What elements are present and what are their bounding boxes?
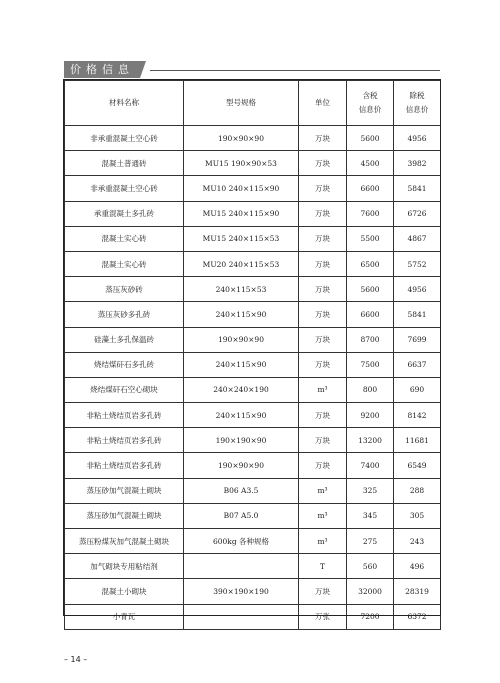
table-row <box>65 453 441 478</box>
header-tax-excluded-line1: 除税 <box>409 91 425 100</box>
cell-unit: 万块 <box>299 428 347 453</box>
cell-unit: m³ <box>299 503 347 528</box>
cell-material-name: 混凝土实心砖 <box>65 226 184 251</box>
table-header <box>65 81 441 126</box>
header-spec: 型号规格 <box>184 81 299 126</box>
cell-material-name: 蒸压砂加气混凝土砌块 <box>65 503 184 528</box>
table-row <box>65 251 441 276</box>
table-row <box>65 277 441 302</box>
cell-tax-included-price: 6600 <box>347 176 394 201</box>
cell-tax-included-price: 7400 <box>347 453 394 478</box>
cell-tax-excluded-price: 4956 <box>394 277 441 302</box>
cell-unit: m³ <box>299 529 347 554</box>
cell-tax-excluded-price: 288 <box>394 478 441 503</box>
cell-unit: T <box>299 554 347 579</box>
cell-tax-excluded-price: 243 <box>394 529 441 554</box>
cell-material-name: 小青瓦 <box>65 604 184 629</box>
cell-unit: 万块 <box>299 277 347 302</box>
cell-tax-included-price: 7200 <box>347 604 394 629</box>
cell-spec: B07 A5.0 <box>184 503 299 528</box>
cell-unit: 万块 <box>299 302 347 327</box>
section-header <box>64 61 440 78</box>
cell-material-name: 非承重混凝土空心砖 <box>65 126 184 151</box>
cell-spec: 190×90×90 <box>184 126 299 151</box>
cell-spec: 240×115×53 <box>184 277 299 302</box>
cell-material-name: 烧结煤矸石空心砌块 <box>65 377 184 402</box>
table-row <box>65 226 441 251</box>
cell-tax-excluded-price: 6637 <box>394 352 441 377</box>
cell-tax-included-price: 5500 <box>347 226 394 251</box>
cell-tax-excluded-price: 305 <box>394 503 441 528</box>
section-divider <box>150 70 440 71</box>
cell-tax-included-price: 560 <box>347 554 394 579</box>
cell-tax-included-price: 800 <box>347 377 394 402</box>
cell-material-name: 烧结煤矸石多孔砖 <box>65 352 184 377</box>
cell-material-name: 非粘土烧结页岩多孔砖 <box>65 403 184 428</box>
cell-tax-excluded-price: 690 <box>394 377 441 402</box>
cell-spec: B06 A3.5 <box>184 478 299 503</box>
cell-tax-included-price: 8700 <box>347 327 394 352</box>
cell-tax-included-price: 345 <box>347 503 394 528</box>
cell-unit: 万块 <box>299 151 347 176</box>
header-material-name: 材料名称 <box>65 81 184 126</box>
cell-tax-included-price: 275 <box>347 529 394 554</box>
cell-material-name: 非粘土烧结页岩多孔砖 <box>65 428 184 453</box>
cell-material-name: 非粘土烧结页岩多孔砖 <box>65 453 184 478</box>
cell-tax-included-price: 6600 <box>347 302 394 327</box>
cell-spec: 600kg 各种规格 <box>184 529 299 554</box>
cell-material-name: 蒸压灰砂多孔砖 <box>65 302 184 327</box>
table-row <box>65 403 441 428</box>
table-row <box>65 554 441 579</box>
table-row <box>65 302 441 327</box>
cell-spec: MU15 240×115×90 <box>184 201 299 226</box>
cell-spec: 240×240×190 <box>184 377 299 402</box>
header-unit: 单位 <box>299 81 347 126</box>
cell-unit: 万块 <box>299 176 347 201</box>
cell-tax-included-price: 325 <box>347 478 394 503</box>
cell-unit: 万块 <box>299 352 347 377</box>
cell-tax-excluded-price: 7699 <box>394 327 441 352</box>
section-title: 价格信息 <box>64 61 140 78</box>
cell-tax-excluded-price: 28319 <box>394 579 441 604</box>
cell-material-name: 混凝土小砌块 <box>65 579 184 604</box>
cell-spec: MU20 240×115×53 <box>184 251 299 276</box>
cell-material-name: 硅藻土多孔保温砖 <box>65 327 184 352</box>
table-row <box>65 201 441 226</box>
header-tax-included-price <box>347 81 394 126</box>
cell-spec: MU15 240×115×53 <box>184 226 299 251</box>
cell-tax-included-price: 7500 <box>347 352 394 377</box>
cell-tax-included-price: 9200 <box>347 403 394 428</box>
table-row <box>65 503 441 528</box>
cell-unit: 万块 <box>299 126 347 151</box>
table-row <box>65 126 441 151</box>
cell-unit: 万块 <box>299 201 347 226</box>
page-number: – 14 – <box>64 655 88 664</box>
table-row <box>65 478 441 503</box>
table-row <box>65 604 441 629</box>
cell-tax-excluded-price: 5752 <box>394 251 441 276</box>
cell-material-name: 蒸压砂加气混凝土砌块 <box>65 478 184 503</box>
cell-tax-included-price: 7600 <box>347 201 394 226</box>
cell-spec: 240×115×90 <box>184 403 299 428</box>
cell-unit: 万块 <box>299 226 347 251</box>
cell-material-name: 承重混凝土多孔砖 <box>65 201 184 226</box>
cell-material-name: 混凝土普通砖 <box>65 151 184 176</box>
table-row <box>65 176 441 201</box>
table-row <box>65 352 441 377</box>
cell-tax-included-price: 5600 <box>347 126 394 151</box>
table-row <box>65 327 441 352</box>
cell-tax-excluded-price: 4867 <box>394 226 441 251</box>
cell-tax-included-price: 6500 <box>347 251 394 276</box>
cell-unit: 万块 <box>299 403 347 428</box>
cell-tax-excluded-price: 5841 <box>394 302 441 327</box>
cell-tax-excluded-price: 6549 <box>394 453 441 478</box>
cell-tax-excluded-price: 5841 <box>394 176 441 201</box>
cell-material-name: 蒸压灰砂砖 <box>65 277 184 302</box>
cell-spec: MU10 240×115×90 <box>184 176 299 201</box>
cell-tax-excluded-price: 6726 <box>394 201 441 226</box>
cell-spec: MU15 190×90×53 <box>184 151 299 176</box>
table-row <box>65 151 441 176</box>
header-tax-included-line1: 含税 <box>362 91 378 100</box>
cell-tax-excluded-price: 6372 <box>394 604 441 629</box>
cell-material-name: 加气砌块专用粘结剂 <box>65 554 184 579</box>
cell-tax-included-price: 4500 <box>347 151 394 176</box>
cell-unit: 万块 <box>299 453 347 478</box>
cell-material-name: 混凝土实心砖 <box>65 251 184 276</box>
cell-tax-excluded-price: 3982 <box>394 151 441 176</box>
table-row <box>65 579 441 604</box>
cell-spec: 390×190×190 <box>184 579 299 604</box>
cell-material-name: 非承重混凝土空心砖 <box>65 176 184 201</box>
cell-tax-included-price: 13200 <box>347 428 394 453</box>
cell-spec: 190×90×90 <box>184 453 299 478</box>
cell-spec: 190×90×90 <box>184 327 299 352</box>
cell-tax-excluded-price: 8142 <box>394 403 441 428</box>
cell-unit: 万块 <box>299 579 347 604</box>
cell-tax-excluded-price: 11681 <box>394 428 441 453</box>
header-tax-excluded-price <box>394 81 441 126</box>
cell-unit: m³ <box>299 377 347 402</box>
cell-spec <box>184 554 299 579</box>
cell-unit: 万块 <box>299 327 347 352</box>
header-tax-excluded-line2: 信息价 <box>405 105 429 114</box>
cell-tax-excluded-price: 4956 <box>394 126 441 151</box>
section-tag-notch <box>140 61 146 78</box>
cell-spec: 240×115×90 <box>184 302 299 327</box>
cell-spec <box>184 604 299 629</box>
cell-unit: 万块 <box>299 251 347 276</box>
cell-unit: m³ <box>299 478 347 503</box>
table-row <box>65 428 441 453</box>
cell-tax-included-price: 5600 <box>347 277 394 302</box>
table-row <box>65 529 441 554</box>
price-table <box>64 80 441 630</box>
cell-spec: 190×190×90 <box>184 428 299 453</box>
cell-material-name: 蒸压粉煤灰加气混凝土砌块 <box>65 529 184 554</box>
table-body <box>65 126 441 630</box>
header-tax-included-line2: 信息价 <box>358 105 382 114</box>
cell-tax-included-price: 32000 <box>347 579 394 604</box>
cell-unit: 万张 <box>299 604 347 629</box>
cell-spec: 240×115×90 <box>184 352 299 377</box>
cell-tax-excluded-price: 496 <box>394 554 441 579</box>
table-row <box>65 377 441 402</box>
